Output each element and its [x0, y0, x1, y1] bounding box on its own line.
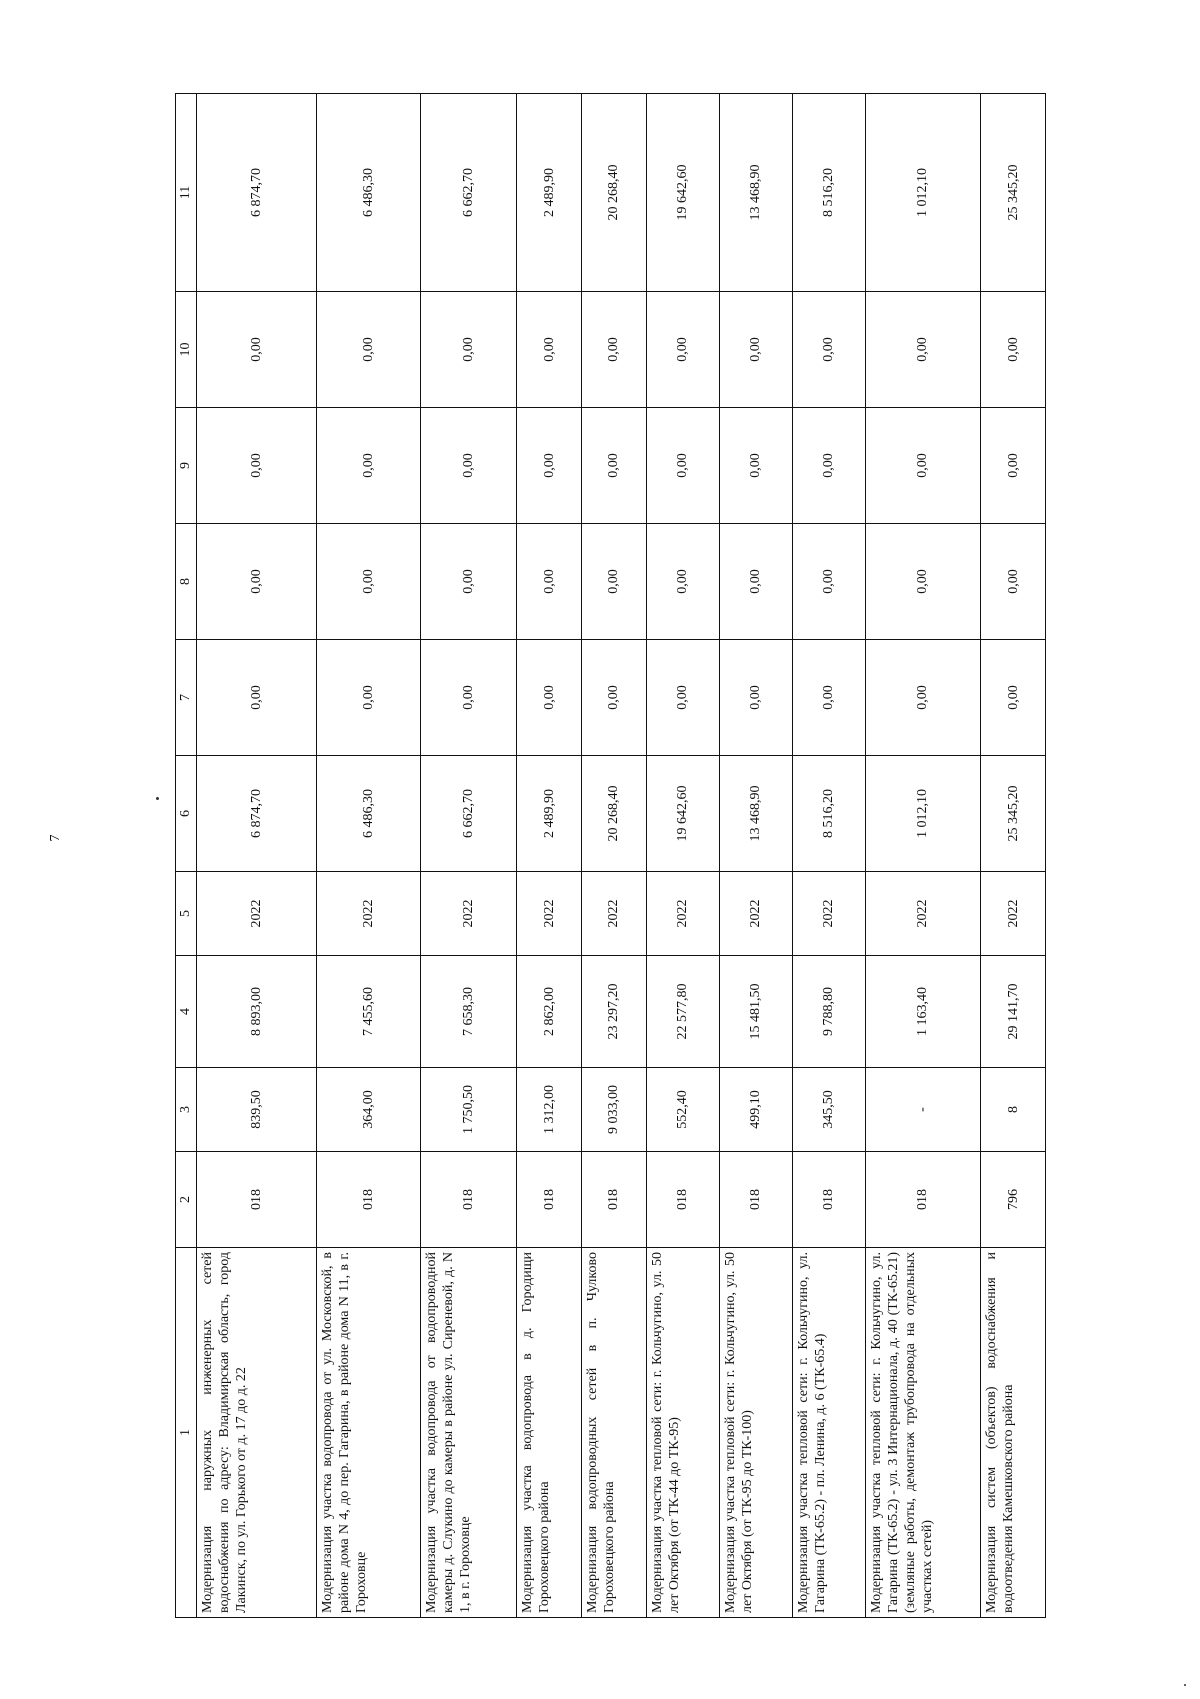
cell-col-4: 2 862,00: [517, 956, 582, 1068]
cell-col-5: 2022: [517, 872, 582, 956]
cell-col-8: 0,00: [981, 524, 1046, 640]
table-row: [197, 94, 317, 1618]
cell-col-10: 0,00: [646, 292, 719, 408]
cell-col-2: 018: [420, 1152, 517, 1248]
cell-col-11: 6 662,70: [420, 94, 517, 292]
cell-col-9: 0,00: [420, 408, 517, 524]
cell-col-9: 0,00: [981, 408, 1046, 524]
cell-col-11: 2 489,90: [517, 94, 582, 292]
cell-col-9: 0,00: [719, 408, 792, 524]
cell-col-3: 345,50: [792, 1068, 865, 1152]
cell-col-6: 8 516,20: [792, 756, 865, 872]
cell-col-7: 0,00: [517, 640, 582, 756]
cell-col-4: 7 658,30: [420, 956, 517, 1068]
cell-col-11: 1 012,10: [865, 94, 980, 292]
table-row: [646, 94, 719, 1618]
cell-col-9: 0,00: [865, 408, 980, 524]
table-row: [317, 94, 421, 1618]
cell-col-11: 13 468,90: [719, 94, 792, 292]
column-header-6: 6: [176, 756, 197, 872]
cell-col-8: 0,00: [646, 524, 719, 640]
cell-col-7: 0,00: [420, 640, 517, 756]
cell-col-2: 018: [197, 1152, 317, 1248]
cell-col-8: 0,00: [420, 524, 517, 640]
column-header-9: 9: [176, 408, 197, 524]
cell-col-2: 796: [981, 1152, 1046, 1248]
cell-col-8: 0,00: [517, 524, 582, 640]
cell-col-10: 0,00: [792, 292, 865, 408]
column-header-8: 8: [176, 524, 197, 640]
cell-col-5: 2022: [865, 872, 980, 956]
cell-col-10: 0,00: [317, 292, 421, 408]
cell-col-6: 19 642,60: [646, 756, 719, 872]
cell-col-11: 19 642,60: [646, 94, 719, 292]
table-row: [792, 94, 865, 1618]
cell-col-8: 0,00: [792, 524, 865, 640]
financing-table: [175, 93, 1046, 1618]
cell-col-10: 0,00: [420, 292, 517, 408]
header-row: [176, 94, 197, 1618]
row-description: Модернизация участка тепловой сети: г. Кольчугино, ул. 50 лет Октября (от ТК-44 до ТК-95): [646, 1248, 719, 1618]
column-header-11: 11: [176, 94, 197, 292]
column-header-3: 3: [176, 1068, 197, 1152]
cell-col-7: 0,00: [646, 640, 719, 756]
cell-col-3: 839,50: [197, 1068, 317, 1152]
cell-col-3: 499,10: [719, 1068, 792, 1152]
column-header-1: 1: [176, 1248, 197, 1618]
cell-col-7: 0,00: [317, 640, 421, 756]
cell-col-9: 0,00: [792, 408, 865, 524]
row-description: Модернизация участка водопровода от водопроводной камеры д. Слукино до камеры в районе ул. Сиреневой, д. N 1, в г. Гороховце: [420, 1248, 517, 1618]
column-header-10: 10: [176, 292, 197, 408]
table-row: [517, 94, 582, 1618]
cell-col-6: 25 345,20: [981, 756, 1046, 872]
cell-col-3: -: [865, 1068, 980, 1152]
row-description: Модернизация участка тепловой сети: г. Кольчугино, ул. Гагарина (ТК-65.2) - пл. Ленина, д. 6 (ТК-65.4): [792, 1248, 865, 1618]
cell-col-7: 0,00: [865, 640, 980, 756]
cell-col-8: 0,00: [317, 524, 421, 640]
cell-col-7: 0,00: [582, 640, 647, 756]
cell-col-4: 15 481,50: [719, 956, 792, 1068]
cell-col-4: 23 297,20: [582, 956, 647, 1068]
cell-col-7: 0,00: [197, 640, 317, 756]
cell-col-5: 2022: [981, 872, 1046, 956]
cell-col-2: 018: [317, 1152, 421, 1248]
cell-col-8: 0,00: [865, 524, 980, 640]
column-header-7: 7: [176, 640, 197, 756]
cell-col-3: 552,40: [646, 1068, 719, 1152]
cell-col-10: 0,00: [865, 292, 980, 408]
cell-col-6: 1 012,10: [865, 756, 980, 872]
column-header-4: 4: [176, 956, 197, 1068]
row-description: Модернизация водопроводных сетей в п. Чулково Гороховецкого района: [582, 1248, 647, 1618]
cell-col-6: 6 486,30: [317, 756, 421, 872]
scan-speck: [1184, 1684, 1186, 1686]
cell-col-2: 018: [582, 1152, 647, 1248]
cell-col-9: 0,00: [197, 408, 317, 524]
row-description: Модернизация участка водопровода от ул. Московской, в районе дома N 4, до пер. Гагарина, в районе дома N 11, в г. Гороховце: [317, 1248, 421, 1618]
cell-col-8: 0,00: [719, 524, 792, 640]
cell-col-5: 2022: [420, 872, 517, 956]
cell-col-2: 018: [646, 1152, 719, 1248]
table-body: [197, 94, 1046, 1618]
table-row: [865, 94, 980, 1618]
cell-col-4: 7 455,60: [317, 956, 421, 1068]
row-description: Модернизация наружных инженерных сетей водоснабжения по адресу: Владимирская область, город Лакинск, по ул. Горького от д. 17 до д. 22: [197, 1248, 317, 1618]
table-row: [981, 94, 1046, 1618]
cell-col-5: 2022: [646, 872, 719, 956]
cell-col-4: 22 577,80: [646, 956, 719, 1068]
cell-col-10: 0,00: [582, 292, 647, 408]
cell-col-11: 6 874,70: [197, 94, 317, 292]
cell-col-3: 1 312,00: [517, 1068, 582, 1152]
cell-col-10: 0,00: [981, 292, 1046, 408]
cell-col-11: 6 486,30: [317, 94, 421, 292]
cell-col-4: 1 163,40: [865, 956, 980, 1068]
cell-col-7: 0,00: [981, 640, 1046, 756]
cell-col-7: 0,00: [719, 640, 792, 756]
table-row: [420, 94, 517, 1618]
cell-col-10: 0,00: [517, 292, 582, 408]
table-row: [719, 94, 792, 1618]
cell-col-5: 2022: [317, 872, 421, 956]
cell-col-11: 8 516,20: [792, 94, 865, 292]
rotated-table-sheet: [175, 94, 1046, 1618]
scan-speck: [156, 797, 159, 800]
cell-col-2: 018: [719, 1152, 792, 1248]
cell-col-5: 2022: [719, 872, 792, 956]
cell-col-11: 25 345,20: [981, 94, 1046, 292]
cell-col-9: 0,00: [317, 408, 421, 524]
cell-col-10: 0,00: [197, 292, 317, 408]
cell-col-6: 6 874,70: [197, 756, 317, 872]
cell-col-6: 6 662,70: [420, 756, 517, 872]
cell-col-3: 8: [981, 1068, 1046, 1152]
page-number: 7: [48, 834, 63, 842]
row-description: Модернизация участка тепловой сети: г. Кольчугино, ул. Гагарина (ТК-65.2) - ул. 3 Интернационала, д. 40 (ТК-65.21) (земляные работы, демонтаж трубопровода на отдельных участках сетей): [865, 1248, 980, 1618]
cell-col-11: 20 268,40: [582, 94, 647, 292]
cell-col-8: 0,00: [197, 524, 317, 640]
cell-col-3: 9 033,00: [582, 1068, 647, 1152]
cell-col-9: 0,00: [646, 408, 719, 524]
cell-col-9: 0,00: [517, 408, 582, 524]
cell-col-5: 2022: [792, 872, 865, 956]
column-header-2: 2: [176, 1152, 197, 1248]
table-row: [582, 94, 647, 1618]
cell-col-2: 018: [792, 1152, 865, 1248]
cell-col-4: 9 788,80: [792, 956, 865, 1068]
cell-col-9: 0,00: [582, 408, 647, 524]
cell-col-5: 2022: [582, 872, 647, 956]
row-description: Модернизация систем (объектов) водоснабжения и водоотведения Камешковского района: [981, 1248, 1046, 1618]
column-header-5: 5: [176, 872, 197, 956]
cell-col-7: 0,00: [792, 640, 865, 756]
cell-col-6: 13 468,90: [719, 756, 792, 872]
row-description: Модернизация участка тепловой сети: г. Кольчугино, ул. 50 лет Октября (от ТК-95 до ТК-100): [719, 1248, 792, 1618]
cell-col-6: 20 268,40: [582, 756, 647, 872]
cell-col-4: 8 893,00: [197, 956, 317, 1068]
cell-col-2: 018: [865, 1152, 980, 1248]
cell-col-3: 1 750,50: [420, 1068, 517, 1152]
cell-col-6: 2 489,90: [517, 756, 582, 872]
cell-col-2: 018: [517, 1152, 582, 1248]
row-description: Модернизация участка водопровода в д. Городищи Гороховецкого района: [517, 1248, 582, 1618]
cell-col-5: 2022: [197, 872, 317, 956]
cell-col-8: 0,00: [582, 524, 647, 640]
cell-col-4: 29 141,70: [981, 956, 1046, 1068]
cell-col-3: 364,00: [317, 1068, 421, 1152]
cell-col-10: 0,00: [719, 292, 792, 408]
